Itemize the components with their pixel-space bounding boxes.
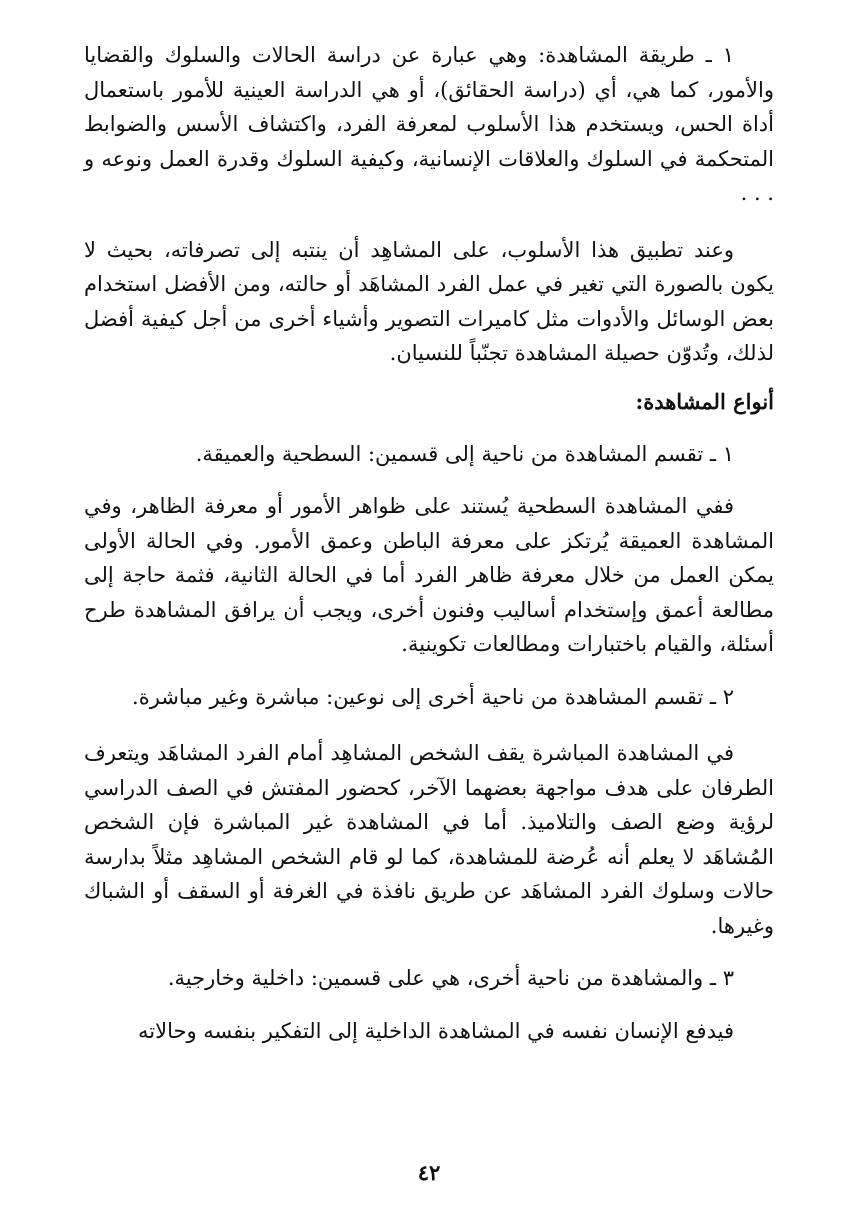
paragraph-surface-deep: ففي المشاهدة السطحية يُستند على ظواهر الأمور أو معرفة الظاهر، وفي المشاهدة العميقة يُرتكز على معرفة الباطن وعمق الأمور. وفي الحالة الأولى يمكن العمل من خلال معرفة ظاهر الفرد أما في الحالة الثانية، فثمة حاجة إلى مطالعة أعمق وإستخدام أساليب وفنون أخرى، ويجب أن يرافق المشاهدة طرح أسئلة، والقيام باختبارات ومطالعات تكوينية.	[84, 494, 774, 656]
section-heading-types-of-observation: أنواع المشاهدة:	[635, 388, 774, 414]
page-number: ٤٢	[417, 1160, 441, 1185]
paragraph-internal: فيدفع الإنسان نفسه في المشاهدة الداخلية إلى التفكير بنفسه وحالاته	[138, 1018, 734, 1043]
document-page	[84, 38, 774, 1048]
paragraph-observation-method: ١ ـ طريقة المشاهدة: وهي عبارة عن دراسة الحالات والسلوك والقضايا والأمور، كما هي، أي (دراسة الحقائق)، أو هي الدراسة العينية للأمور باستعمال أداة الحس، ويستخدم هذا الأسلوب لمعرفة الفرد، واكتشاف الأسس والضوابط المتحكمة في السلوك والعلاقات الإنسانية، وكيفية السلوك وقدرة العمل ونوعه و . . .	[84, 43, 774, 205]
list-item-direct-indirect: ٢ ـ تقسم المشاهدة من ناحية أخرى إلى نوعين: مباشرة وغير مباشرة.	[132, 684, 734, 709]
list-item-surface-deep: ١ ـ تقسم المشاهدة من ناحية إلى قسمين: السطحية والعميقة.	[195, 441, 734, 466]
list-item-internal-external: ٣ ـ والمشاهدة من ناحية أخرى، هي على قسمين: داخلية وخارجية.	[167, 966, 734, 990]
paragraph-applying-method: وعند تطبيق هذا الأسلوب، على المشاهِد أن ينتبه إلى تصرفاته، بحيث لا يكون بالصورة التي تغير في عمل الفرد المشاهَد أو حالته، ومن الأفضل استخدام بعض الوسائل والأدوات مثل كاميرات التصوير وأشياء أخرى من أجل كيفية أفضل لذلك، وتُدوّن حصيلة المشاهدة تجنّباً للنسيان.	[84, 237, 774, 365]
paragraph-direct-indirect: في المشاهدة المباشرة يقف الشخص المشاهِد أمام الفرد المشاهَد ويتعرف الطرفان على هدف مواجهة بعضهما الآخر، كحضور المفتش في الصف الدراسي لرؤية وضع الصف والتلاميذ. أما في المشاهدة غير المباشرة فإن الشخص المُشاهَد لا يعلم أنه عُرضة للمشاهدة، كما لو قام الشخص المشاهِد مثلاً بدارسة حالات وسلوك الفرد المشاهَد عن طريق نافذة في الغرفة أو السقف أو الشباك وغيرها.	[84, 741, 774, 938]
